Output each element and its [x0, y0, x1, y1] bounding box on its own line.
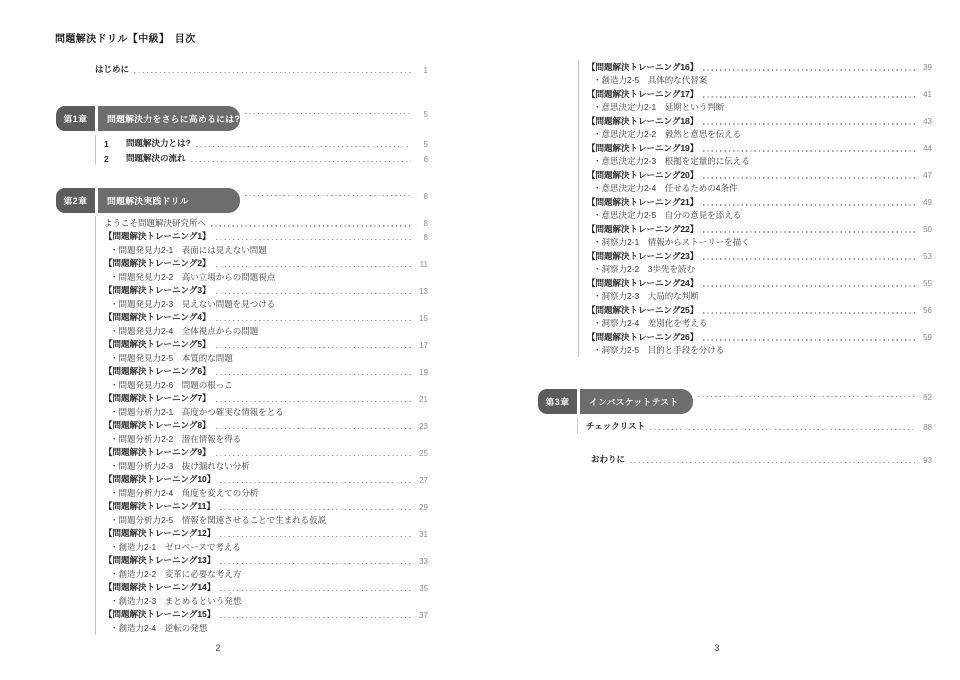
toc-entry-training-subtitle [104, 621, 428, 635]
toc-entry-training-subtitle [104, 324, 428, 338]
dotted-leader [703, 177, 915, 179]
toc-entry-training [104, 419, 428, 433]
entry-sublabel: ・意思決定力2-2 毅然と意思を伝える [593, 129, 742, 139]
toc-entry-training-subtitle [104, 567, 428, 581]
toc-entry-training [104, 554, 428, 568]
entry-page-number: 19 [419, 367, 428, 377]
entry-sublabel: ・創造力2-5 具体的な代替案 [593, 75, 708, 85]
entry-page-number: 17 [419, 340, 428, 350]
chapter3-title: インバスケットテスト [580, 389, 693, 414]
toc-entry-training [587, 195, 932, 209]
entry-page-number: 35 [419, 583, 428, 593]
entry-sublabel: ・意思決定力2-3 根拠を定量的に伝える [593, 156, 750, 166]
toc-entry-training-subtitle [587, 344, 932, 358]
entry-label: 【問題解決トレーニング21】 [587, 196, 699, 207]
right-page-folio: 3 [714, 643, 720, 653]
entry-page-number: 11 [419, 259, 428, 269]
entry-label: 【問題解決トレーニング16】 [587, 61, 699, 72]
toc-entry-training [587, 330, 932, 344]
entry-page-number: 43 [923, 117, 932, 126]
toc-entry-training [587, 168, 932, 182]
entry-sublabel: ・洞察力2-5 目的と手段を分ける [593, 345, 725, 355]
entry-sublabel: ・問題分析力2-1 高度かつ確実な情報をとる [110, 406, 284, 417]
entry-label: 【問題解決トレーニング15】 [104, 609, 216, 619]
toc-entry-training [104, 608, 428, 622]
entry-label: 【問題解決トレーニング20】 [587, 169, 699, 180]
entry-sublabel: ・創造力2-3 まとめるという発想 [110, 595, 242, 606]
entry-label: 【問題解決トレーニング14】 [104, 582, 216, 592]
dotted-leader [245, 195, 411, 197]
entry-label: 【問題解決トレーニング7】 [104, 393, 211, 403]
entry-label: 【問題解決トレーニング3】 [104, 285, 211, 295]
entry-label: 【問題解決トレーニング17】 [587, 88, 699, 99]
chapter3-item-list [577, 418, 932, 433]
toc-entry-training-subtitle [104, 513, 428, 527]
dotted-leader [220, 482, 411, 484]
toc-entry-training [587, 249, 932, 263]
toc-entry-training-subtitle [104, 270, 428, 284]
entry-sublabel: ・洞察力2-2 3歩先を読む [593, 264, 696, 274]
entry-label: 【問題解決トレーニング25】 [587, 304, 699, 315]
entry-sublabel: ・洞察力2-4 差別化を考える [593, 318, 708, 328]
entry-page-number: 5 [423, 139, 428, 149]
entry-page-number: 15 [419, 313, 428, 323]
entry-page-number: 47 [923, 171, 932, 180]
dotted-leader [216, 266, 411, 268]
chapter2-page-number: 8 [423, 192, 428, 201]
dotted-leader [703, 204, 915, 206]
dotted-leader [703, 258, 915, 260]
toc-entry-training-subtitle [104, 486, 428, 500]
dotted-leader [220, 617, 411, 619]
entry-label: 【問題解決トレーニング19】 [587, 142, 699, 153]
entry-page-number: 50 [923, 225, 932, 234]
dotted-leader [211, 225, 411, 227]
entry-label: 【問題解決トレーニング22】 [587, 223, 699, 234]
dotted-leader [216, 455, 411, 457]
entry-sublabel: ・問題分析力2-5 情報を関連させることで生まれる仮説 [110, 514, 327, 525]
dotted-leader [216, 428, 411, 430]
toc-entry-owarini [591, 452, 932, 466]
toc-entry-training-subtitle [587, 74, 932, 88]
toc-entry-training-subtitle [104, 243, 428, 257]
entry-label: 【問題解決トレーニング26】 [587, 331, 699, 342]
entry-label: 【問題解決トレーニング10】 [104, 474, 216, 484]
toc-entry-training-subtitle [587, 182, 932, 196]
entry-page-number: 41 [923, 90, 932, 99]
toc-entry-training [587, 141, 932, 155]
entry-page-number: 25 [419, 448, 428, 458]
toc-entry-training [104, 473, 428, 487]
toc-entry-training-subtitle [587, 236, 932, 250]
entry-page-number: 59 [923, 333, 932, 342]
toc-entry-training [104, 365, 428, 379]
toc-entry-training-subtitle [104, 540, 428, 554]
dotted-leader [703, 231, 915, 233]
chapter1-heading [56, 106, 428, 131]
toc-entry-welcome [104, 216, 428, 230]
chapter2-title: 問題解決実践ドリル [98, 188, 240, 213]
entry-page-number: 29 [419, 502, 428, 512]
entry-label: 【問題解決トレーニング9】 [104, 447, 211, 457]
entry-page-number: 55 [923, 279, 932, 288]
toc-entry-training-subtitle [587, 155, 932, 169]
toc-entry-training [104, 311, 428, 325]
toc-entry-training-subtitle [587, 290, 932, 304]
entry-label: 【問題解決トレーニング4】 [104, 312, 211, 322]
entry-page-number: 56 [923, 306, 932, 315]
dotted-leader [216, 374, 411, 376]
entry-label: 【問題解決トレーニング1】 [104, 231, 211, 241]
chapter2-item-list [95, 216, 428, 635]
entry-sublabel: ・問題分析力2-4 角度を変えての分析 [110, 487, 259, 498]
entry-page-number: 13 [419, 286, 428, 296]
chapter3-badge: 第3章 [538, 389, 577, 414]
entry-page-number: 88 [923, 422, 932, 432]
chapter1-badge: 第1章 [56, 106, 95, 131]
chapter2-badge: 第2章 [56, 188, 95, 213]
toc-entry-training [104, 446, 428, 460]
dotted-leader [220, 536, 411, 538]
entry-label: 【問題解決トレーニング23】 [587, 250, 699, 261]
toc-entry-training [104, 338, 428, 352]
entry-label: 【問題解決トレーニング5】 [104, 339, 211, 349]
entry-label: 【問題解決トレーニング11】 [104, 501, 215, 511]
toc-entry-training-subtitle [104, 297, 428, 311]
entry-sublabel: ・洞察力2-1 情報からストーリーを描く [593, 237, 750, 247]
entry-label: 【問題解決トレーニング8】 [104, 420, 211, 430]
entry-sublabel: ・問題分析力2-2 潜在情報を得る [110, 433, 242, 444]
chapter3-heading [538, 389, 932, 414]
toc-entry [104, 150, 428, 165]
toc-entry-training-subtitle [104, 459, 428, 473]
entry-label: 【問題解決トレーニング13】 [104, 555, 216, 565]
dotted-leader [703, 312, 915, 314]
entry-label: 【問題解決トレーニング12】 [104, 528, 216, 538]
toc-entry-training [587, 87, 932, 101]
entry-label: ようこそ問題解決研究所へ [104, 217, 207, 228]
entry-page-number: 44 [923, 144, 932, 153]
dotted-leader [703, 69, 915, 71]
left-page-folio: 2 [215, 643, 221, 653]
chapter1-title: 問題解決力をさらに高めるには? [98, 106, 240, 131]
entry-page-number: 53 [923, 252, 932, 261]
entry-page-number: 33 [419, 556, 428, 566]
entry-sublabel: ・意思決定力2-4 任せるための4条件 [593, 183, 738, 193]
entry-page-number: 8 [423, 219, 428, 228]
chapter1-page-number: 5 [423, 110, 428, 119]
entry-sublabel: ・問題発見力2-2 高い立場からの問題視点 [110, 271, 276, 282]
entry-label: 【問題解決トレーニング6】 [104, 366, 211, 376]
toc-entry-training [587, 114, 932, 128]
dotted-leader [698, 396, 915, 398]
toc-entry-training [104, 500, 428, 514]
toc-entry-training [104, 527, 428, 541]
entry-label: 問題解決の流れ [126, 153, 186, 163]
dotted-leader [216, 239, 411, 241]
dotted-leader [216, 293, 411, 295]
entry-label: 問題解決力とは? [126, 138, 191, 148]
entry-sublabel: ・問題発見力2-1 表面には見えない問題 [110, 244, 267, 255]
toc-entry-training [104, 257, 428, 271]
dotted-leader [220, 509, 411, 511]
dotted-leader [220, 590, 411, 592]
toc-entry-training [587, 303, 932, 317]
entry-sublabel: ・創造力2-4 逆転の発想 [110, 622, 208, 633]
entry-sublabel: ・創造力2-1 ゼロベースで考える [110, 541, 241, 552]
dotted-leader [196, 146, 411, 148]
dotted-leader [216, 320, 411, 322]
dotted-leader [630, 462, 915, 464]
entry-page-number: 27 [419, 475, 428, 485]
dotted-leader [191, 161, 411, 163]
entry-sublabel: ・問題発見力2-5 本質的な問題 [110, 352, 233, 363]
chapter1-item-list [95, 135, 428, 165]
chapter3-page-number: 62 [923, 393, 932, 402]
toc-entry-training [587, 222, 932, 236]
dotted-leader [220, 563, 411, 565]
toc-entry-training [587, 60, 932, 74]
dotted-leader [703, 339, 915, 341]
book-title: 問題解決ドリル【中級】 目次 [55, 34, 196, 45]
entry-page-number: 49 [923, 198, 932, 207]
dotted-leader [703, 96, 915, 98]
entry-label: はじめに [95, 64, 130, 74]
toc-entry-hajimeni [95, 62, 428, 76]
dotted-leader [245, 113, 411, 115]
entry-page-number: 31 [419, 529, 428, 539]
entry-label: 【問題解決トレーニング2】 [104, 258, 211, 268]
toc-entry-checklist [586, 418, 932, 433]
toc-entry-training [104, 230, 428, 244]
dotted-leader [134, 72, 411, 74]
toc-entry-training-subtitle [587, 128, 932, 142]
toc-entry-training-subtitle [104, 405, 428, 419]
toc-entry [104, 135, 428, 150]
entry-page-number: 23 [419, 421, 428, 431]
entry-label: 【問題解決トレーニング24】 [587, 277, 699, 288]
toc-entry-training-subtitle [587, 209, 932, 223]
entry-sublabel: ・意思決定力2-5 自分の意見を添える [593, 210, 742, 220]
entry-page-number: 21 [419, 394, 428, 404]
dotted-leader [703, 285, 915, 287]
toc-entry-training-subtitle [587, 263, 932, 277]
toc-entry-training-subtitle [104, 351, 428, 365]
toc-entry-training [104, 581, 428, 595]
entry-sublabel: ・問題発見力2-4 全体視点からの問題 [110, 325, 259, 336]
entry-label: おわりに [591, 454, 626, 464]
toc-entry-training-subtitle [104, 378, 428, 392]
dotted-leader [216, 401, 411, 403]
entry-page-number: 93 [923, 455, 932, 465]
entry-sublabel: ・問題分析力2-3 抜け漏れない分析 [110, 460, 250, 471]
dotted-leader [650, 429, 915, 431]
entry-sublabel: ・創造力2-2 変革に必要な考え方 [110, 568, 242, 579]
entry-sublabel: ・意思決定力2-1 延期という判断 [593, 102, 725, 112]
toc-entry-training [104, 284, 428, 298]
entry-page-number: 1 [423, 65, 428, 75]
dotted-leader [703, 150, 915, 152]
chapter2-item-list-continued [578, 60, 932, 357]
entry-number: 2 [104, 154, 109, 164]
entry-label: チェックリスト [586, 421, 646, 431]
entry-sublabel: ・問題発見力2-6 問題の根っこ [110, 379, 233, 390]
toc-entry-training-subtitle [587, 101, 932, 115]
dotted-leader [703, 123, 915, 125]
dotted-leader [216, 347, 411, 349]
toc-entry-training [587, 276, 932, 290]
toc-entry-training-subtitle [587, 317, 932, 331]
entry-page-number: 37 [419, 610, 428, 620]
entry-label: 【問題解決トレーニング18】 [587, 115, 699, 126]
entry-number: 1 [104, 139, 109, 149]
toc-entry-training-subtitle [104, 432, 428, 446]
entry-sublabel: ・洞察力2-3 大局的な判断 [593, 291, 699, 301]
entry-page-number: 39 [923, 63, 932, 72]
chapter2-heading [56, 188, 428, 213]
toc-entry-training-subtitle [104, 594, 428, 608]
entry-page-number: 8 [423, 232, 428, 242]
toc-entry-training [104, 392, 428, 406]
entry-sublabel: ・問題発見力2-3 見えない問題を見つける [110, 298, 276, 309]
entry-page-number: 6 [423, 154, 428, 164]
